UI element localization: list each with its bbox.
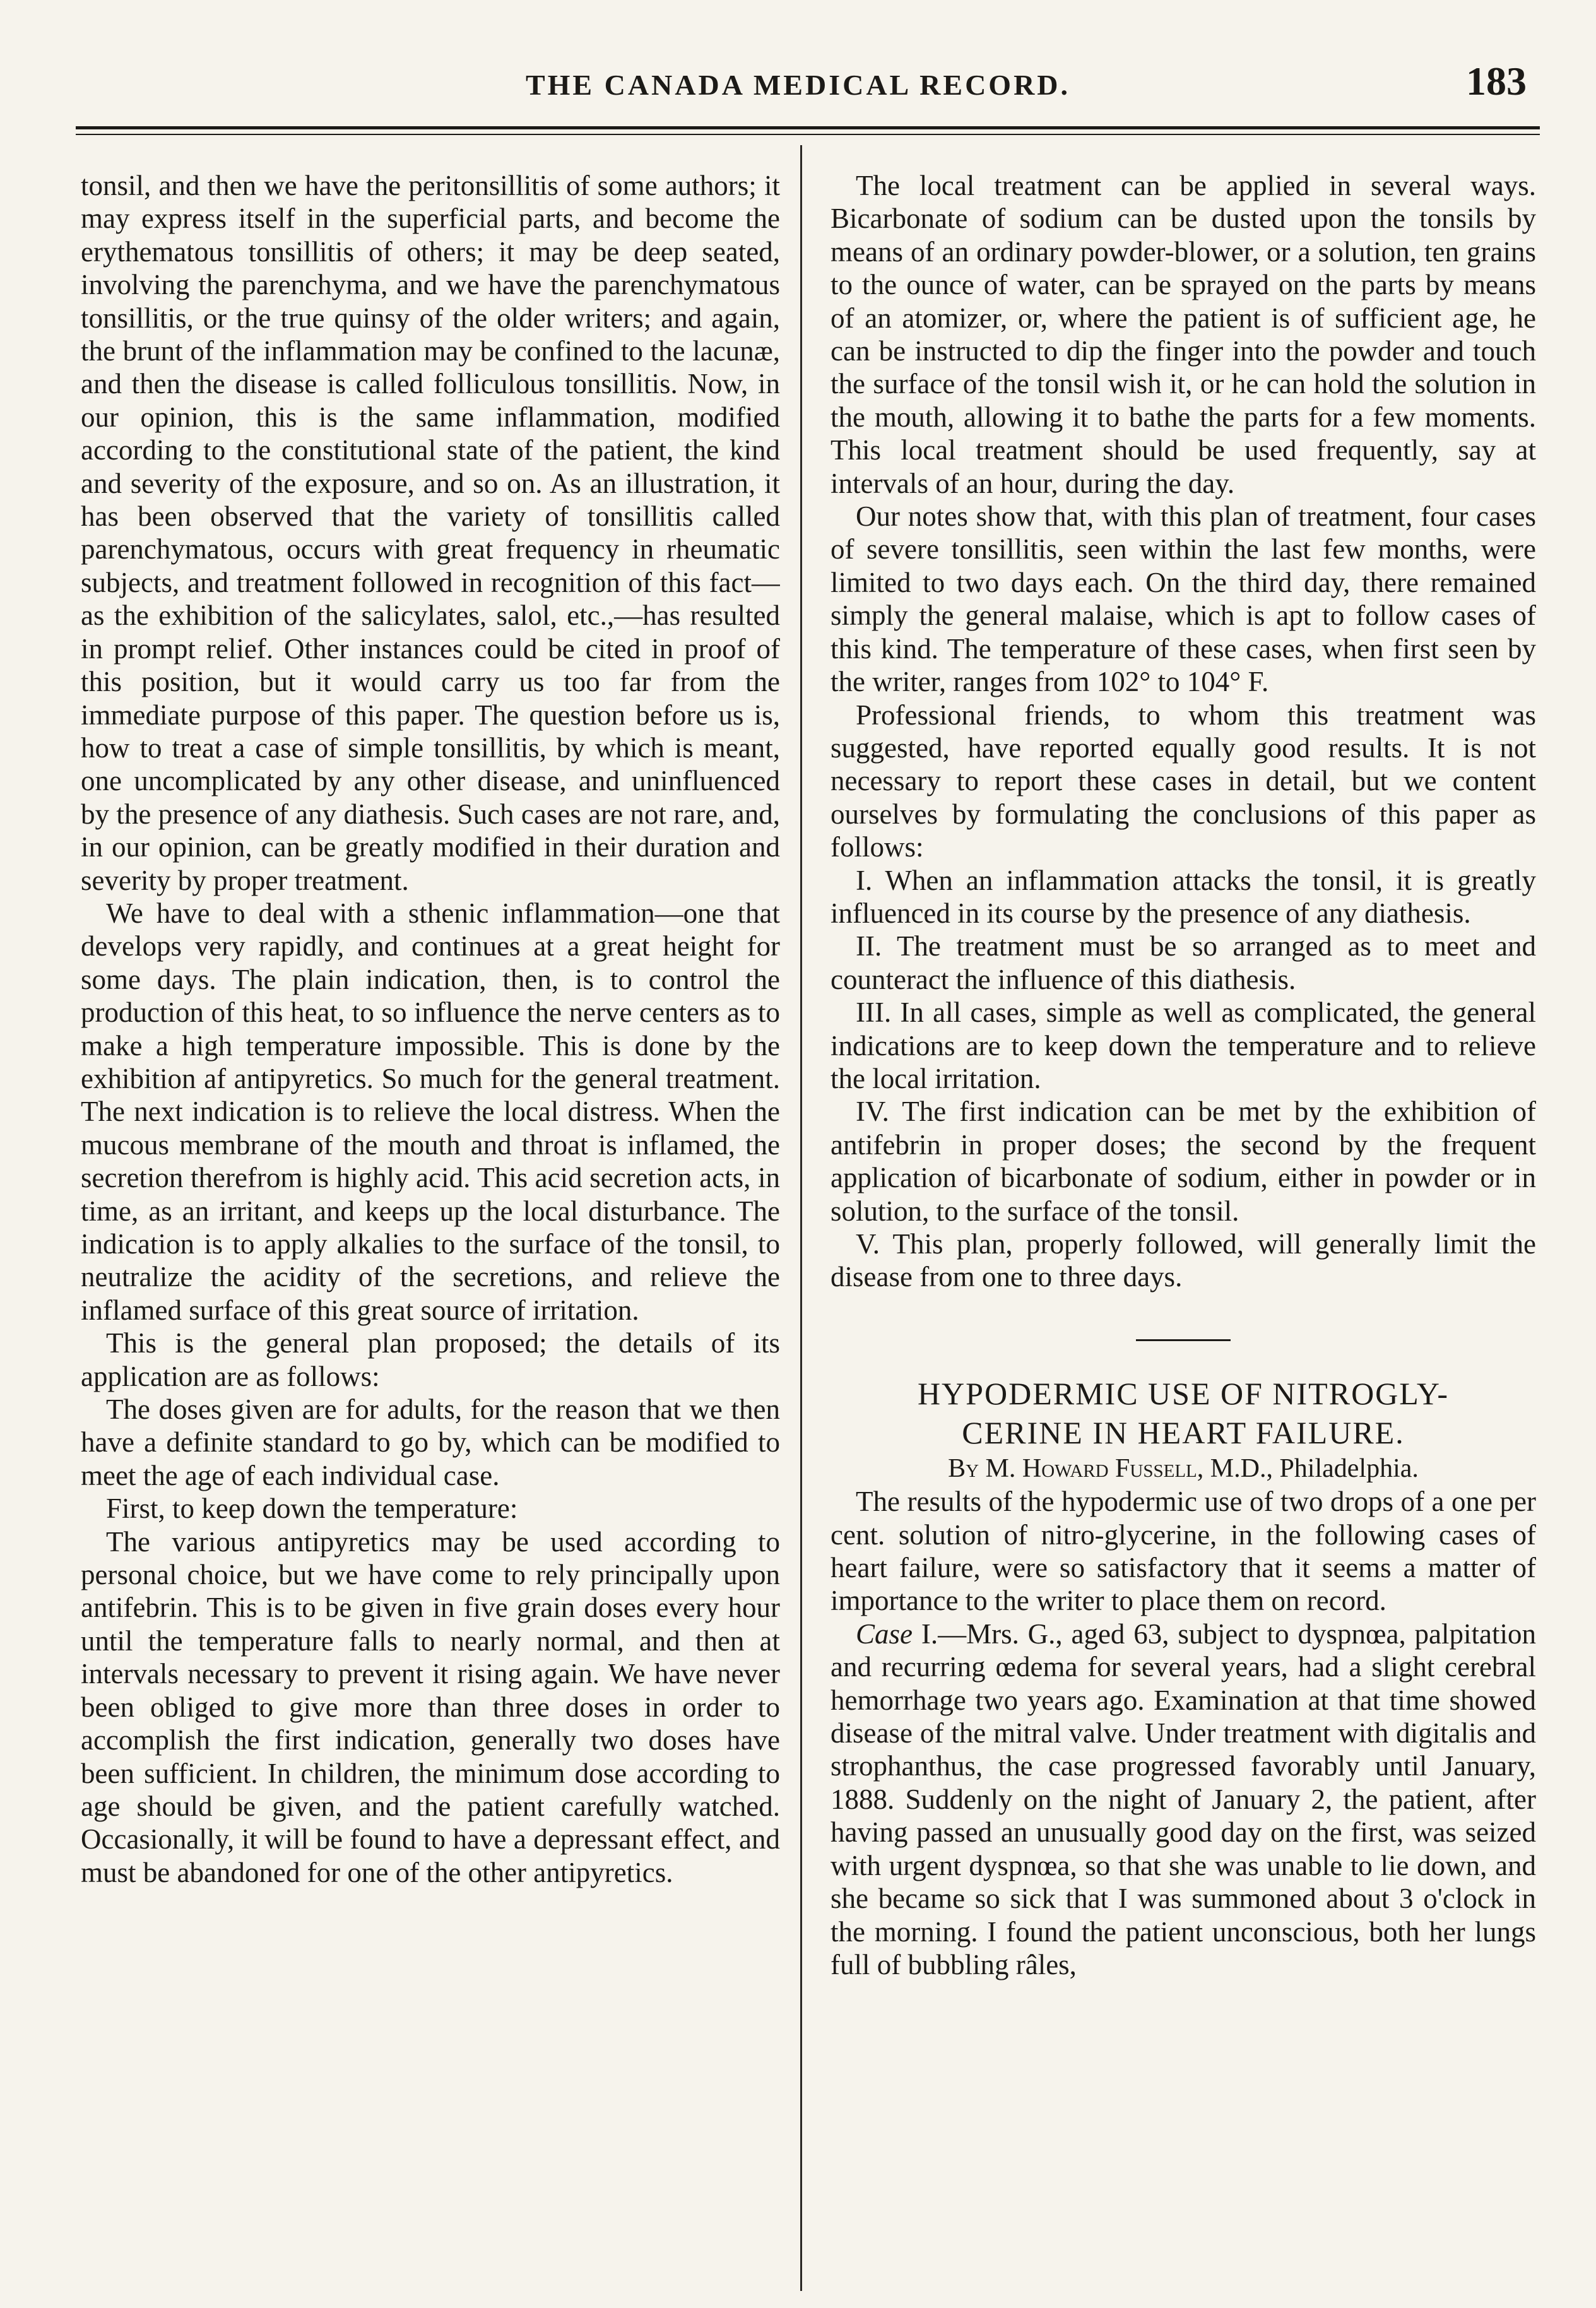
paragraph: This is the general plan proposed; the details of its application are as follows:: [81, 1327, 780, 1392]
right-column: [831, 169, 1536, 2296]
article-byline: [831, 1452, 1536, 1485]
paragraph: First, to keep down the temperature:: [106, 1493, 518, 1525]
paragraph: tonsil, and then we have the peritonsillitis of some authors; it may express itself in the superficial parts, and become the erythematous tonsillitis of others; it may be deep seated, involving the parenchyma, and we have the parenchymatous tonsillitis, or the true quinsy of the older writers; and again, the brunt of the inflammation may be confined to the lacunæ, and then the disease is called folliculous tonsillitis. Now, in our opinion, this is the same inflammation, modified according to the constitutional state of the patient, the kind and severity of the exposure, and so on. As an illustration, it has been observed that the variety of tonsillitis called parenchymatous, occurs with great frequency in rheumatic subjects, and treatment followed in recognition of this fact—as the exhibition of the salicylates, salol, etc.,—has resulted in prompt relief. Other instances could be cited in proof of this position, but it would carry us too far from the immediate purpose of this paper. The question before us is, how to treat a case of simple tonsillitis, by which is meant, one uncomplicated by any other disease, and uninfluenced by the presence of any diathesis. Such cases are not rare, and, in our opinion, can be greatly modified in their duration and severity by proper treatment.: [81, 170, 780, 896]
page-number: 183: [1466, 59, 1527, 104]
paragraph: The local treatment can be applied in several ways. Bicarbonate of sodium can be dusted upon the tonsils by means of an ordinary powder-blower, or a solution, ten grains to the ounce of water, can be sprayed on the parts by means of an atomizer, or, where the patient is of sufficient age, he can be instructed to dip the finger into the powder and touch the surface of the tonsil wish it, or he can hold the solution in the mouth, allowing it to bathe the parts for a few moments. This local treatment should be used frequently, say at intervals of an hour, during the day.: [831, 170, 1536, 499]
conclusion-item: IV. The first indication can be met by the exhibition of antifebrin in proper doses; the second by the frequent application of bicarbonate of sodium, either in powder or in solution, to the surface of the tonsil.: [831, 1096, 1536, 1227]
header-rule-thick: [76, 126, 1540, 129]
paragraph: The doses given are for adults, for the reason that we then have a definite standard to go by, which can be modified to meet the age of each individual case.: [81, 1394, 780, 1491]
byline-prefix: By: [948, 1453, 979, 1483]
article-title-line-1: HYPODERMIC USE OF NITROGLY-: [917, 1375, 1450, 1411]
header-rule-thin: [76, 134, 1540, 135]
conclusion-item: I. When an inflammation attacks the tonsil, it is greatly influenced in its course by the presence of any diathesis.: [831, 864, 1536, 929]
paragraph: Our notes show that, with this plan of treatment, four cases of severe tonsillitis, seen within the last few months, were limited to two days each. On the third day, there remained simply the general malaise, which is apt to follow cases of this kind. The temperature of these cases, when first seen by the writer, ranges from 102° to 104° F.: [831, 500, 1536, 698]
case-text: I.—Mrs. G., aged 63, subject to dyspnœa, palpitation and recurring œdema for several years, had a slight cerebral hemorrhage two years ago. Examination at that time showed disease of the mitral valve. Under treatment with digitalis and strophanthus, the case progressed favorably until January, 1888. Suddenly on the night of January 2, the patient, after having passed an unusually good day on the first, was seized with urgent dyspnœa, so that she was unable to lie down, and she became so sick that I was summoned about 3 o'clock in the morning. I found the patient unconscious, both her lungs full of bubbling râles,: [831, 1618, 1536, 1980]
left-column: [81, 169, 780, 2296]
running-title: THE CANADA MEDICAL RECORD.: [525, 69, 1071, 101]
case-paragraph: [831, 1618, 1536, 1981]
column-divider: [800, 145, 802, 2291]
conclusion-item: II. The treatment must be so arranged as to meet and counteract the influence of this diathesis.: [831, 930, 1536, 995]
page-header: [0, 0, 1596, 136]
conclusion-item: V. This plan, properly followed, will generally limit the disease from one to three days.: [831, 1228, 1536, 1293]
article-intro: The results of the hypodermic use of two drops of a one per cent. solution of nitro-glycerine, in the following cases of heart failure, were so satisfactory that it seems a matter of importance to the writer to place them on record.: [831, 1486, 1536, 1617]
article-title-line-2: CERINE IN HEART FAILURE.: [962, 1414, 1405, 1450]
byline-author: M. Howard Fussell: [985, 1453, 1197, 1483]
paragraph: Professional friends, to whom this treatment was suggested, have reported equally good results. It is not necessary to report these cases in detail, but we content ourselves by formulating the conclusions of this paper as follows:: [831, 699, 1536, 863]
paragraph: We have to deal with a sthenic inflammation—one that develops very rapidly, and continues at a great height for some days. The plain indication, then, is to control the production of this heat, to so influence the nerve centers as to make a high temperature impossible. This is done by the exhibition af antipyretics. So much for the general treatment. The next indication is to relieve the local distress. When the mucous membrane of the mouth and throat is inflamed, the secretion therefrom is highly acid. This acid secretion acts, in time, as an irritant, and keeps up the local disturbance. The indication is to apply alkalies to the surface of the tonsil, to neutralize the acidity of the secretions, and relieve the inflamed surface of this great source of irritation.: [81, 897, 780, 1326]
case-label: Case: [856, 1618, 913, 1650]
byline-suffix: , M.D., Philadelphia.: [1197, 1453, 1419, 1483]
paragraph: The various antipyretics may be used according to personal choice, but we have come to rely principally upon antifebrin. This is to be given in five grain doses every hour until the temperature falls to nearly normal, and then at intervals necessary to prevent it rising again. We have never been obliged to give more than three doses in order to accomplish the first indication, generally two doses have been sufficient. In children, the minimum dose according to age should be given, and the patient carefully watched. Occasionally, it will be found to have a depressant effect, and must be abandoned for one of the other antipyretics.: [81, 1525, 780, 1888]
conclusion-item: III. In all cases, simple as well as complicated, the general indications are to keep down the temperature and to relieve the local irritation.: [831, 997, 1536, 1094]
section-separator: [1136, 1339, 1231, 1341]
article-title: [831, 1374, 1536, 1452]
